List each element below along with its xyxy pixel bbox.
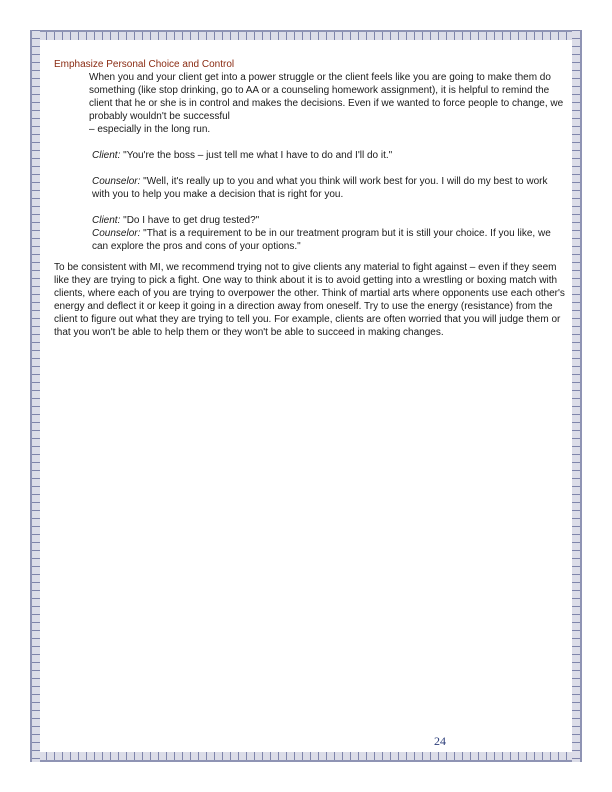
page-number: 24 xyxy=(434,734,446,748)
dialog-line: "Well, it's really up to you and what you think will work best for you. I will do my best to work with you to help you make a decision that is right for you. xyxy=(92,176,548,200)
page-border-left xyxy=(30,30,40,762)
intro-text: When you and your client get into a power struggle or the client feels like you are going to make them do something (like stop drinking, go to AA or a counseling homework assignment), it is helpful to remind the client that he or she is in control and makes the decisions. Even if we wanted to force people to change, we probably wouldn't be successful xyxy=(89,72,564,122)
intro-paragraph xyxy=(89,71,565,136)
dialog-line: "Do I have to get drug tested?" xyxy=(120,215,260,226)
document-body xyxy=(54,58,570,339)
dialog-line: "You're the boss – just tell me what I have to do and I'll do it." xyxy=(120,150,393,161)
page-border-top xyxy=(30,30,582,40)
dialog-line: "That is a requirement to be in our treatment program but it is still your choice. If you like, we can explore the pros and cons of your options." xyxy=(92,228,551,252)
closing-paragraph: To be consistent with MI, we recommend trying not to give clients any material to fight against – even if they seem like they are trying to pick a fight. One way to think about it is to avoid getting into a wrestling or boxing match with clients, where each of you are trying to overpower the other. Think of martial arts where opponents use each other's energy and deflect it or keep it going in a direction away from oneself. Try to use the energy (resistance) from the client to figure out what they are trying to tell you. For example, clients are often worried that you will judge them or that you won't be able to help them or they won't be able to succeed in making changes. xyxy=(54,262,565,338)
speaker-counselor: Counselor: xyxy=(92,176,141,187)
dialog-exchange-3 xyxy=(92,214,566,253)
speaker-client: Client: xyxy=(92,215,121,226)
dialog-exchange-2 xyxy=(92,175,566,201)
speaker-client: Client: xyxy=(92,150,121,161)
dialog-exchange-1 xyxy=(92,149,566,162)
intro-tail: – especially in the long run. xyxy=(89,124,211,135)
section-heading: Emphasize Personal Choice and Control xyxy=(54,59,235,70)
page-border-bottom xyxy=(30,752,582,762)
speaker-counselor: Counselor: xyxy=(92,228,141,239)
page-border-right xyxy=(572,30,582,762)
